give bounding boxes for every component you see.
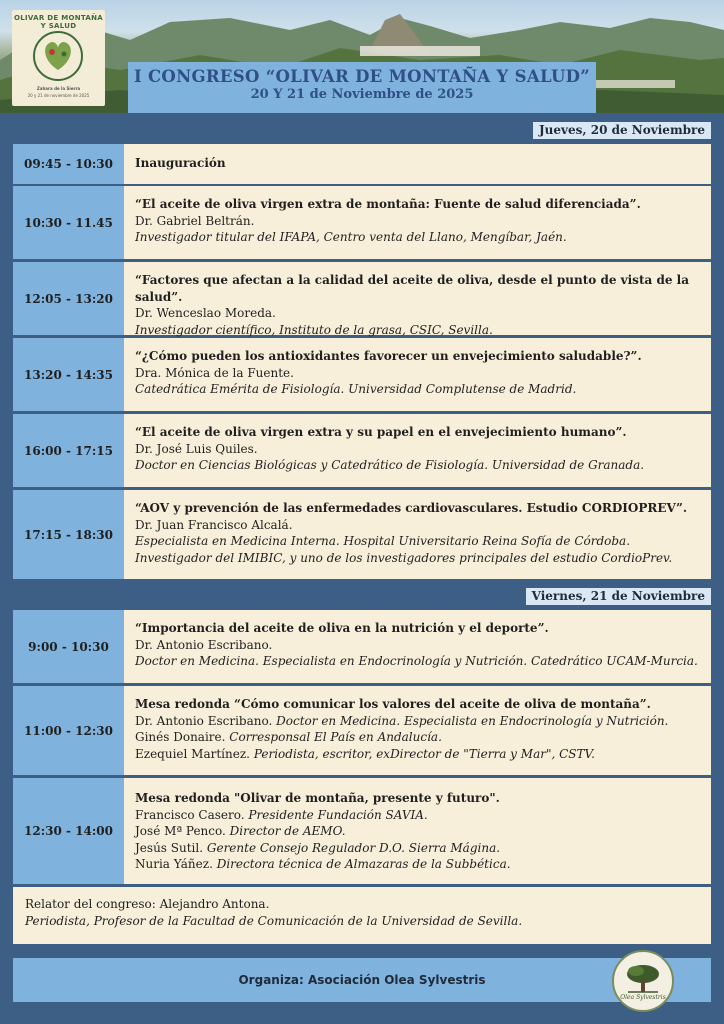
session-row [13, 490, 711, 579]
session-row [13, 186, 711, 259]
session-content [124, 610, 711, 683]
olive-tree-icon [614, 952, 672, 1010]
logo-place: Zahara de la Sierra [36, 86, 81, 91]
session-title: “AOV y prevención de las enfermedades cardiovasculares. Estudio CORDIOPREV”. [135, 501, 688, 515]
panelist-role: Periodista, escritor, exDirector de "Tierra y Mar", CSTV. [253, 746, 595, 761]
session-row [13, 144, 711, 184]
session-speaker: Dr. Gabriel Beltrán. [135, 213, 255, 228]
session-speaker: Dr. José Luis Quiles. [135, 441, 258, 456]
session-speaker: Dr. Juan Francisco Alcalá. [135, 517, 293, 532]
session-time: 10:30 - 11.45 [13, 186, 124, 259]
session-title: “Importancia del aceite de oliva en la nutrición y el deporte”. [135, 621, 549, 635]
panelist-role: Directora técnica de Almazaras de la Subbética. [216, 857, 511, 871]
session-row [13, 338, 711, 411]
session-title: “El aceite de oliva virgen extra de montaña: Fuente de salud diferenciada”. [135, 197, 641, 211]
day-label-friday: Viernes, 21 de Noviembre [526, 588, 711, 605]
session-speaker-role: Doctor en Ciencias Biológicas y Catedrático de Fisiología. Universidad de Granada. [135, 458, 645, 472]
session-time: 17:15 - 18:30 [13, 490, 124, 579]
session-time: 12:30 - 14:00 [13, 778, 124, 884]
session-time: 9:00 - 10:30 [13, 610, 124, 683]
session-speaker-role: Investigador científico, Instituto de la grasa, CSIC, Sevilla. [135, 322, 493, 337]
session-speaker: Dra. Mónica de la Fuente. [135, 365, 294, 380]
relator-box [13, 887, 711, 944]
panelist-role: Corresponsal El País en Andalucía. [229, 730, 442, 744]
title-box [128, 62, 596, 113]
congress-logo [12, 10, 105, 106]
panelist-name: Ginés Donaire. [135, 730, 226, 744]
session-content [124, 778, 711, 884]
panelist-name: Jesús Sutil. [135, 840, 204, 855]
session-speaker-role: Catedrática Emérita de Fisiología. Universidad Complutense de Madrid. [135, 382, 577, 396]
header-banner [0, 0, 724, 113]
olea-sylvestris-logo [612, 950, 674, 1012]
session-speaker-role: Doctor en Medicina. Especialista en Endocrinología y Nutrición. Catedrático UCAM-Murcia. [135, 654, 698, 668]
session-time: 09:45 - 10:30 [13, 144, 124, 184]
panelist-name: Francisco Casero. [135, 807, 245, 822]
panelist-role: Presidente Fundación SAVIA. [248, 807, 428, 822]
panelist-name: Dr. Antonio Escribano. [135, 713, 273, 728]
session-title: “Factores que afectan a la calidad del aceite de oliva, desde el punto de vista de la salud”. [135, 273, 689, 304]
session-content [124, 338, 711, 411]
organizer-bar: Organiza: Asociación Olea Sylvestris [13, 958, 711, 1002]
panelist [135, 746, 701, 763]
session-speaker-role: Investigador titular del IFAPA, Centro venta del Llano, Mengíbar, Jaén. [135, 230, 567, 244]
page-dates: 20 Y 21 de Noviembre de 2025 [250, 87, 474, 102]
session-time: 13:20 - 14:35 [13, 338, 124, 411]
panelist-role: Director de AEMO. [229, 824, 346, 838]
panelist [135, 856, 701, 873]
session-content [124, 186, 711, 259]
panelist [135, 823, 701, 840]
session-content [124, 686, 711, 775]
session-title: “¿Cómo pueden los antioxidantes favorecer un envejecimiento saludable?”. [135, 349, 642, 363]
panelist [135, 807, 701, 824]
session-title: Mesa redonda “Cómo comunicar los valores del aceite de oliva de montaña”. [135, 697, 651, 711]
panelist [135, 840, 701, 857]
session-time: 11:00 - 12:30 [13, 686, 124, 775]
session-row [13, 262, 711, 335]
page-title: I CONGRESO “OLIVAR DE MONTAÑA Y SALUD” [133, 67, 591, 86]
logo-title: OLIVAR DE MONTAÑA Y SALUD [13, 14, 104, 30]
session-title: Mesa redonda "Olivar de montaña, presente y futuro". [135, 791, 500, 805]
day-label-thursday: Jueves, 20 de Noviembre [533, 122, 711, 139]
relator-name: Relator del congreso: Alejandro Antona. [25, 897, 270, 911]
session-speaker-role: Especialista en Medicina Interna. Hospital Universitario Reina Sofía de Córdoba. Investigador del IMIBIC, y uno de los investigadores principales del estudio CordioPrev. [135, 534, 673, 565]
session-content [124, 414, 711, 487]
relator-role: Periodista, Profesor de la Facultad de Comunicación de la Universidad de Sevilla. [25, 914, 523, 928]
panelist-name: Ezequiel Martínez. [135, 746, 250, 761]
session-speaker: Dr. Antonio Escribano. [135, 637, 273, 652]
session-title: “El aceite de oliva virgen extra y su papel en el envejecimiento humano”. [135, 425, 627, 439]
panelist [135, 713, 701, 730]
logo-dates: 20 y 21 de noviembre de 2025 [27, 93, 90, 98]
session-row [13, 414, 711, 487]
panelist-name: José Mª Penco. [135, 824, 226, 838]
olive-heart-icon [12, 10, 105, 106]
session-content [124, 490, 711, 579]
session-speaker: Dr. Wenceslao Moreda. [135, 306, 276, 320]
olea-logo-text: Olea Sylvestris [620, 994, 666, 1001]
panelist [135, 729, 701, 746]
session-row [13, 778, 711, 884]
session-time: 16:00 - 17:15 [13, 414, 124, 487]
session-row [13, 686, 711, 775]
session-title: Inauguración [135, 156, 226, 170]
session-time: 12:05 - 13:20 [13, 262, 124, 335]
panelist-role: Doctor en Medicina. Especialista en Endocrinología y Nutrición. [276, 713, 669, 728]
session-content [124, 144, 711, 184]
session-row [13, 610, 711, 683]
panelist-role: Gerente Consejo Regulador D.O. Sierra Mágina. [206, 840, 501, 855]
session-content [124, 262, 711, 335]
panelist-name: Nuria Yáñez. [135, 857, 213, 871]
